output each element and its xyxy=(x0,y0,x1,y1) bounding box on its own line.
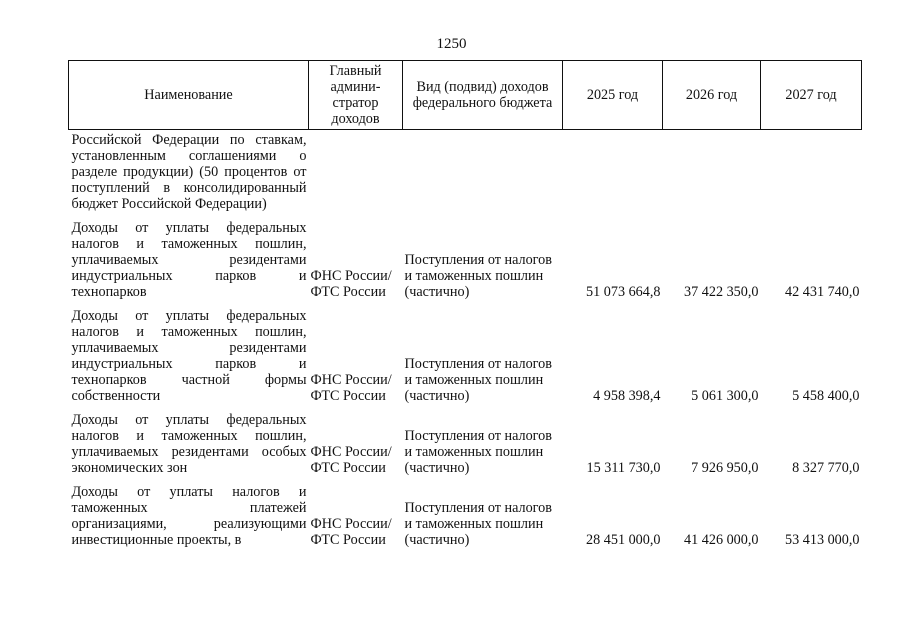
row-value-2025: 51 073 664,8 xyxy=(586,284,661,300)
row-admin: ФНС России/ ФТС России xyxy=(310,516,392,548)
row-value-2025: 4 958 398,4 xyxy=(593,388,661,404)
row-name: Доходы от уплаты федеральных налогов и таможенных пошлин, уплачиваемых резидентами индустриальных парков и технопарков частной формы собственности xyxy=(71,308,307,404)
header-revenue-type: Вид (подвид) доходов федерального бюджета xyxy=(403,61,563,130)
row-value-2026 xyxy=(663,130,761,213)
row-revenue-type: Поступления от налогов и таможенных пошлин (частично) xyxy=(404,500,552,548)
row-value-2026: 5 061 300,0 xyxy=(691,388,759,404)
page-number: 1250 xyxy=(436,36,467,52)
row-value-2027: 42 431 740,0 xyxy=(785,284,860,300)
row-revenue-type xyxy=(403,130,563,213)
header-admin: Главный админи-стратор доходов xyxy=(309,61,403,130)
row-value-2026: 7 926 950,0 xyxy=(691,460,759,476)
row-revenue-type: Поступления от налогов и таможенных пошлин (частично) xyxy=(404,356,552,404)
row-value-2026: 37 422 350,0 xyxy=(684,284,759,300)
row-name: Российской Федерации по ставкам, установленным соглашениями о разделе продукции) (50 процентов от поступлений в консолидированный бюджет Российской Федерации) xyxy=(71,132,307,212)
header-2027: 2027 год xyxy=(761,61,862,130)
row-value-2026: 41 426 000,0 xyxy=(684,532,759,548)
row-value-2025 xyxy=(563,130,663,213)
table-row xyxy=(69,212,862,300)
row-revenue-type: Поступления от налогов и таможенных пошлин (частично) xyxy=(404,252,552,300)
row-value-2027: 5 458 400,0 xyxy=(792,388,860,404)
row-admin: ФНС России/ ФТС России xyxy=(310,444,392,476)
table-row xyxy=(69,130,862,213)
row-name: Доходы от уплаты налогов и таможенных платежей организациями, реализующими инвестиционные проекты, в xyxy=(71,484,307,548)
row-value-2025: 15 311 730,0 xyxy=(586,460,661,476)
row-name: Доходы от уплаты федеральных налогов и таможенных пошлин, уплачиваемых резидентами особых экономических зон xyxy=(71,412,307,476)
row-revenue-type: Поступления от налогов и таможенных пошлин (частично) xyxy=(404,428,552,476)
row-admin xyxy=(309,130,403,213)
header-2026: 2026 год xyxy=(663,61,761,130)
table-row xyxy=(69,300,862,404)
row-value-2027: 53 413 000,0 xyxy=(785,532,860,548)
table-header-row xyxy=(69,61,862,130)
header-2025: 2025 год xyxy=(563,61,663,130)
row-value-2027: 8 327 770,0 xyxy=(792,460,860,476)
table-row xyxy=(69,404,862,476)
row-value-2025: 28 451 000,0 xyxy=(586,532,661,548)
header-name: Наименование xyxy=(69,61,309,130)
row-name: Доходы от уплаты федеральных налогов и таможенных пошлин, уплачиваемых резидентами индустриальных парков и технопарков xyxy=(71,220,307,300)
budget-revenue-table xyxy=(68,60,862,548)
table-row xyxy=(69,476,862,548)
row-admin: ФНС России/ ФТС России xyxy=(310,268,392,300)
row-admin: ФНС России/ ФТС России xyxy=(310,372,392,404)
row-value-2027 xyxy=(761,130,862,213)
